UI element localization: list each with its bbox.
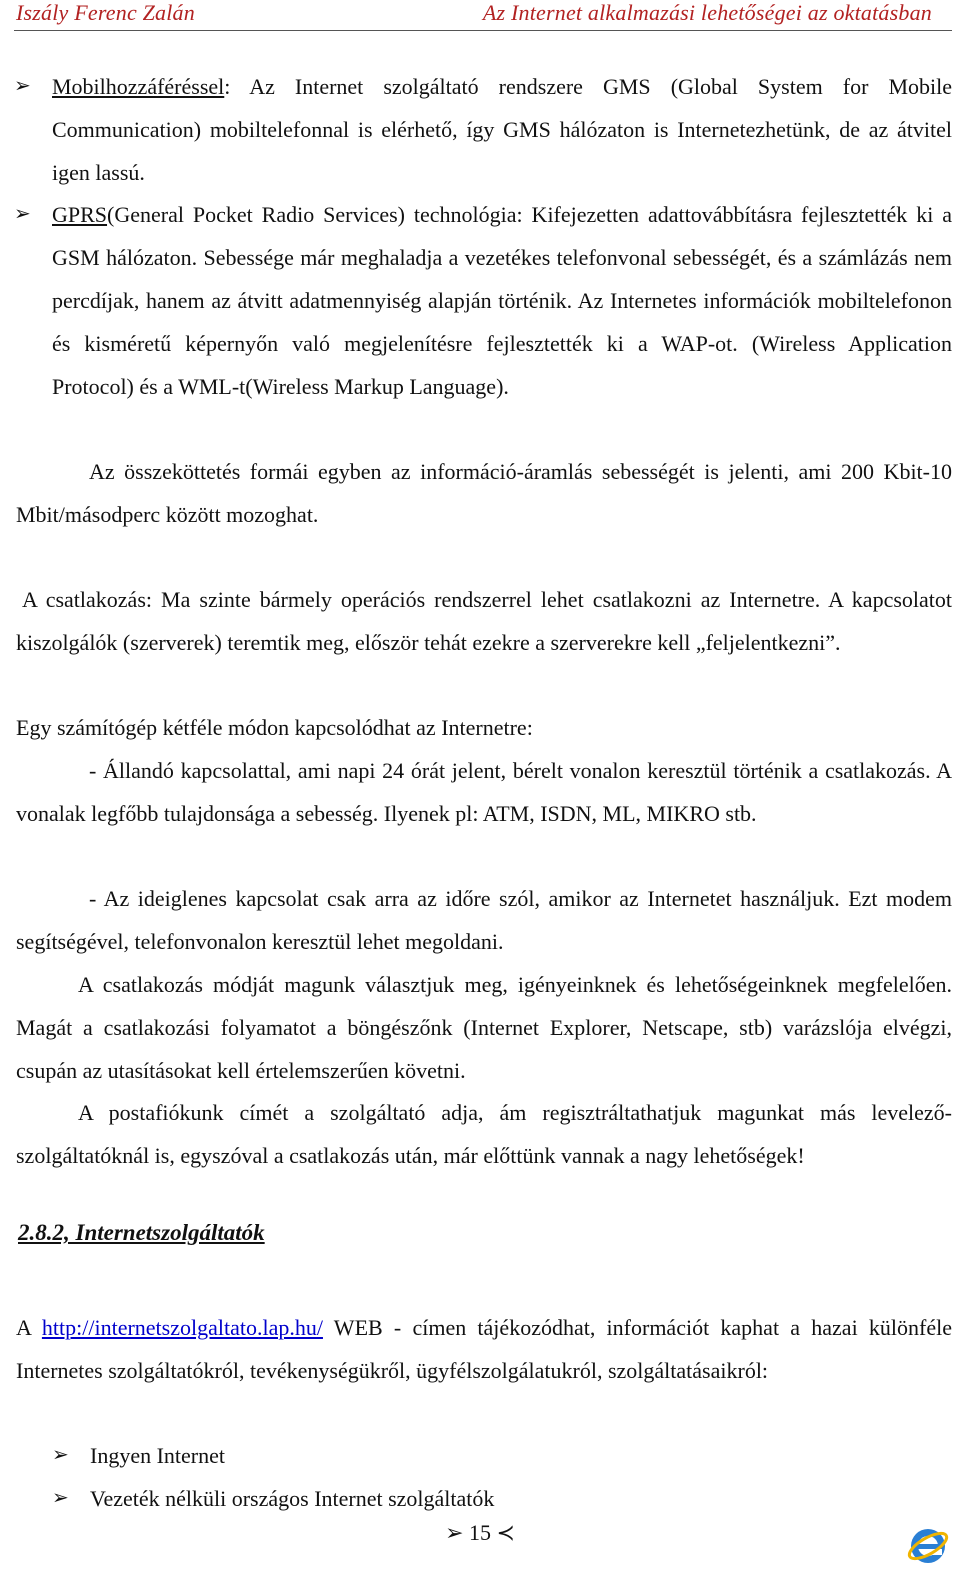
arrow-left-icon: ≺ bbox=[496, 1520, 515, 1545]
header-author: Iszály Ferenc Zalán bbox=[16, 0, 195, 25]
paragraph-connection-speed: Az összeköttetés formái egyben az információ-áramlás sebességét is jelenti, ami 200 Kbit-10 Mbit/másodperc között mozoghat. bbox=[16, 459, 952, 527]
arrow-bullet-icon: ➢ bbox=[52, 1487, 69, 1509]
section-heading: 2.8.2, Internetszolgáltatók bbox=[18, 1220, 265, 1245]
paragraph-providers bbox=[16, 1306, 952, 1392]
intro-prefix: A bbox=[16, 1315, 42, 1340]
paragraph-choice: A csatlakozás módját magunk választjuk meg, igényeinknek és lehetőségeinknek megfelelően. Magát a csatlakozási folyamatot a böngészőnk (Internet Explorer, Netscape, stb) varázslója elvégzi, csupán az utasításokat kell értelemszerűen követni. bbox=[16, 972, 952, 1083]
arrow-bullet-icon: ➢ bbox=[14, 75, 31, 97]
internet-explorer-icon bbox=[906, 1524, 950, 1568]
arrow-bullet-icon: ➢ bbox=[445, 1520, 464, 1545]
list-item bbox=[52, 1477, 950, 1520]
bullet-term: GPRS bbox=[52, 202, 108, 227]
page-footer bbox=[0, 1520, 960, 1560]
provider-link[interactable]: http://internetszolgaltato.lap.hu/ bbox=[41, 1315, 323, 1340]
paragraph-connecting: A csatlakozás: Ma szinte bármely operációs rendszerrel lehet csatlakozni az Internetre. A kapcsolatot kiszolgálók (szerverek) teremtik meg, először tehát ezekre a szerverekre kell „feljelentkezni”. bbox=[16, 587, 952, 655]
bullet-text: : Az Internet szolgáltató rendszere GMS (Global System for Mobile Communication) mobiltelefonnal is elérhető, így GMS hálózaton is Internetezhetünk, de az átvitel igen lassú. bbox=[52, 74, 952, 185]
bullet-mobile-access bbox=[14, 65, 952, 194]
header-title: Az Internet alkalmazási lehetőségei az oktatásban bbox=[482, 0, 932, 25]
paragraph-two-ways: Egy számítógép kétféle módon kapcsolódhat az Internetre: bbox=[16, 715, 533, 740]
page-header bbox=[0, 0, 960, 30]
bullet-gprs bbox=[14, 193, 952, 408]
list-item bbox=[52, 1434, 950, 1477]
list-item-label: Vezeték nélküli országos Internet szolgáltatók bbox=[90, 1486, 495, 1511]
arrow-bullet-icon: ➢ bbox=[14, 203, 31, 225]
page-number: 15 bbox=[469, 1520, 491, 1545]
bullet-text: (General Pocket Radio Services) technológia: Kifejezetten adattovábbításra fejlesztették ki a GSM hálózaton. Sebessége már meghaladja a vezetékes telefonvonal sebességét, és a számlázás nem percdíjak, hanem az átvitt adatmennyiség alapján történik. Az Internetes információk mobiltelefonon és kisméretű képernyőn való megjelenítésre fejlesztették ki a WAP-ot. (Wireless Application Protocol) és a WML-t(Wireless Markup Language). bbox=[52, 202, 952, 399]
paragraph-temporary: - Az ideiglenes kapcsolat csak arra az időre szól, amikor az Internetet használjuk. Ezt modem segítségével, telefonvonalon keresztül lehet megoldani. bbox=[16, 886, 952, 954]
paragraph-mailbox: A postafiókunk címét a szolgáltató adja, ám regisztráltathatjuk magunkat más levelező-szolgáltatóknál is, egyszóval a csatlakozás után, már előttünk vannak a nagy lehetőségek! bbox=[16, 1100, 952, 1168]
intro-suffix: WEB - címen tájékozódhat, információt kaphat a hazai különféle Internetes szolgáltatókról, tevékenységükről, ügyfélszolgálatukról, szolgáltatásaikról: bbox=[16, 1315, 952, 1383]
header-rule bbox=[14, 30, 952, 31]
arrow-bullet-icon: ➢ bbox=[52, 1444, 69, 1466]
bullet-term: Mobilhozzáféréssel bbox=[52, 74, 225, 99]
paragraph-permanent: - Állandó kapcsolattal, ami napi 24 órát jelent, bérelt vonalon keresztül történik a csatlakozás. A vonalak legfőbb tulajdonsága a sebesség. Ilyenek pl: ATM, ISDN, ML, MIKRO stb. bbox=[16, 758, 952, 826]
list-item-label: Ingyen Internet bbox=[90, 1443, 225, 1468]
